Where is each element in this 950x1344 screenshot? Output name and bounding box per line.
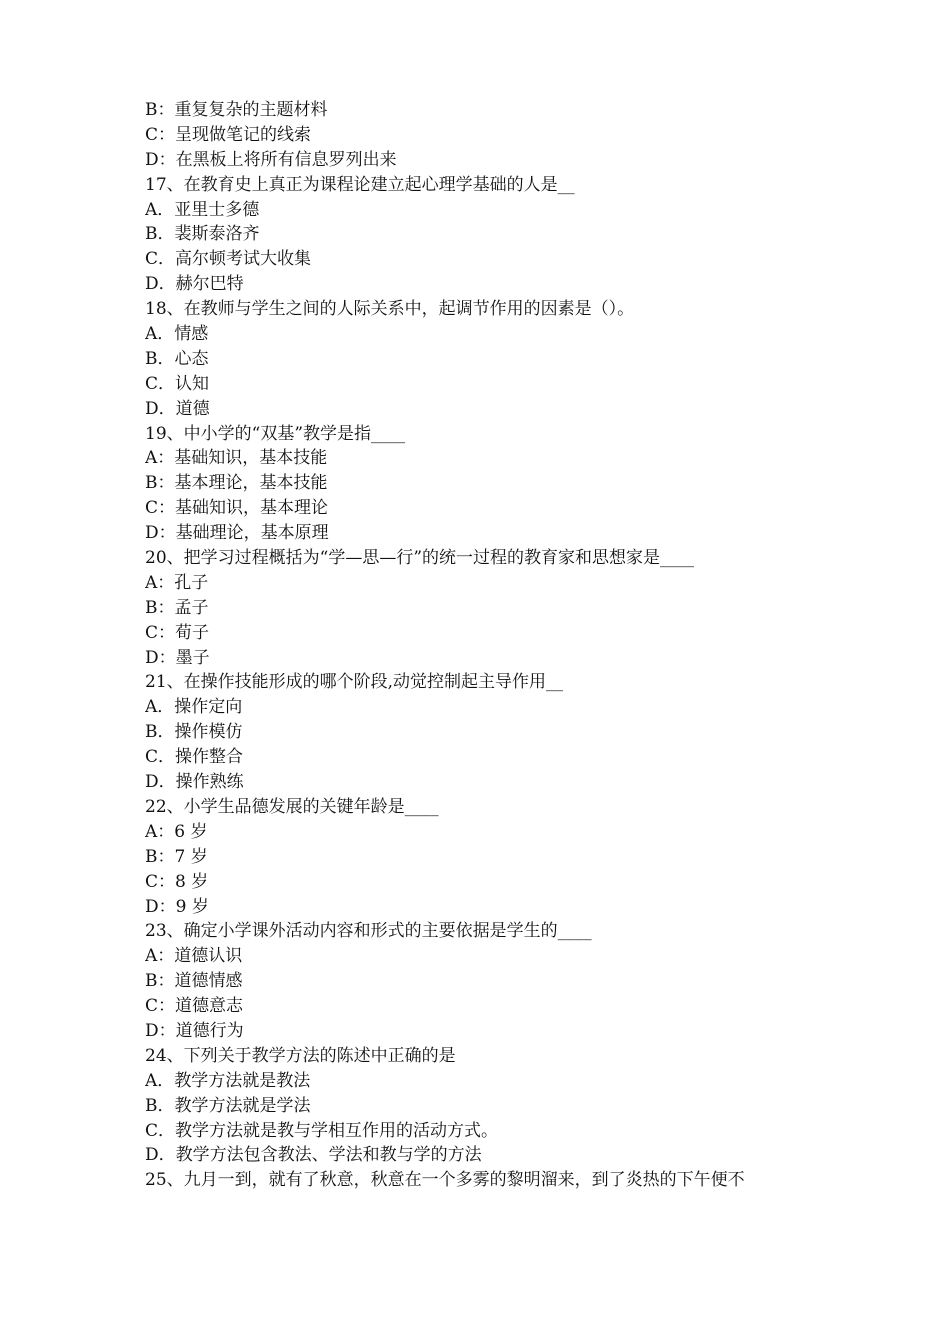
option-line: D．赫尔巴特 <box>145 274 244 295</box>
option-line: A．亚里士多德 <box>145 199 260 220</box>
option-line: B．心态 <box>145 348 209 369</box>
option-line: C．认知 <box>145 373 210 394</box>
question-19: 19、中小学的“双基”教学是指____ <box>145 423 406 444</box>
option-line: C：8 岁 <box>145 871 209 892</box>
option-line: B：孟子 <box>145 597 209 618</box>
question-23: 23、确定小学课外活动内容和形式的主要依据是学生的____ <box>145 921 592 942</box>
question-22: 22、小学生品德发展的关键年龄是____ <box>145 796 439 817</box>
option-line: A：基础知识，基本技能 <box>145 448 328 469</box>
option-line: D：9 岁 <box>145 896 209 917</box>
option-line: D．教学方法包含教法、学法和教与学的方法 <box>145 1145 482 1166</box>
question-25: 25、九月一到，就有了秋意，秋意在一个多雾的黎明溜来，到了炎热的下午便不 <box>145 1170 745 1191</box>
option-line: D：在黑板上将所有信息罗列出来 <box>145 149 397 170</box>
question-24: 24、下列关于教学方法的陈述中正确的是 <box>145 1045 456 1066</box>
option-line: D：道德行为 <box>145 1020 244 1041</box>
question-17: 17、在教育史上真正为课程论建立起心理学基础的人是__ <box>145 174 575 195</box>
option-line: A：6 岁 <box>145 821 208 842</box>
question-18: 18、在教师与学生之间的人际关系中，起调节作用的因素是（）。 <box>145 299 635 320</box>
option-line: B．裴斯泰洛齐 <box>145 224 260 245</box>
option-line: B：基本理论，基本技能 <box>145 473 328 494</box>
option-line: A：道德认识 <box>145 946 243 967</box>
question-20: 20、把学习过程概括为“学—思—行”的统一过程的教育家和思想家是____ <box>145 548 695 569</box>
option-line: B：7 岁 <box>145 846 208 867</box>
option-line: B．教学方法就是学法 <box>145 1095 311 1116</box>
option-line: A．情感 <box>145 324 209 345</box>
option-line: C．高尔顿考试大收集 <box>145 249 312 270</box>
option-line: D：墨子 <box>145 647 210 668</box>
option-line: D．道德 <box>145 398 210 419</box>
option-line: D．操作熟练 <box>145 772 244 793</box>
option-line: A．操作定向 <box>145 697 243 718</box>
option-line: A．教学方法就是教法 <box>145 1070 311 1091</box>
option-line: C．操作整合 <box>145 747 244 768</box>
option-line: C：呈现做笔记的线索 <box>145 124 312 145</box>
option-line: C：基础知识，基本理论 <box>145 498 329 519</box>
document-body <box>145 98 845 1193</box>
option-line: A：孔子 <box>145 572 209 593</box>
option-line: D：基础理论，基本原理 <box>145 523 329 544</box>
option-line: C．教学方法就是教与学相互作用的活动方式。 <box>145 1120 499 1141</box>
question-21: 21、在操作技能形成的哪个阶段,动觉控制起主导作用__ <box>145 672 564 693</box>
option-line: B：重复复杂的主题材料 <box>145 100 328 120</box>
option-line: C：荀子 <box>145 622 210 643</box>
option-line: C：道德意志 <box>145 996 244 1017</box>
option-line: B：道德情感 <box>145 971 243 992</box>
option-line: B．操作模仿 <box>145 722 243 743</box>
